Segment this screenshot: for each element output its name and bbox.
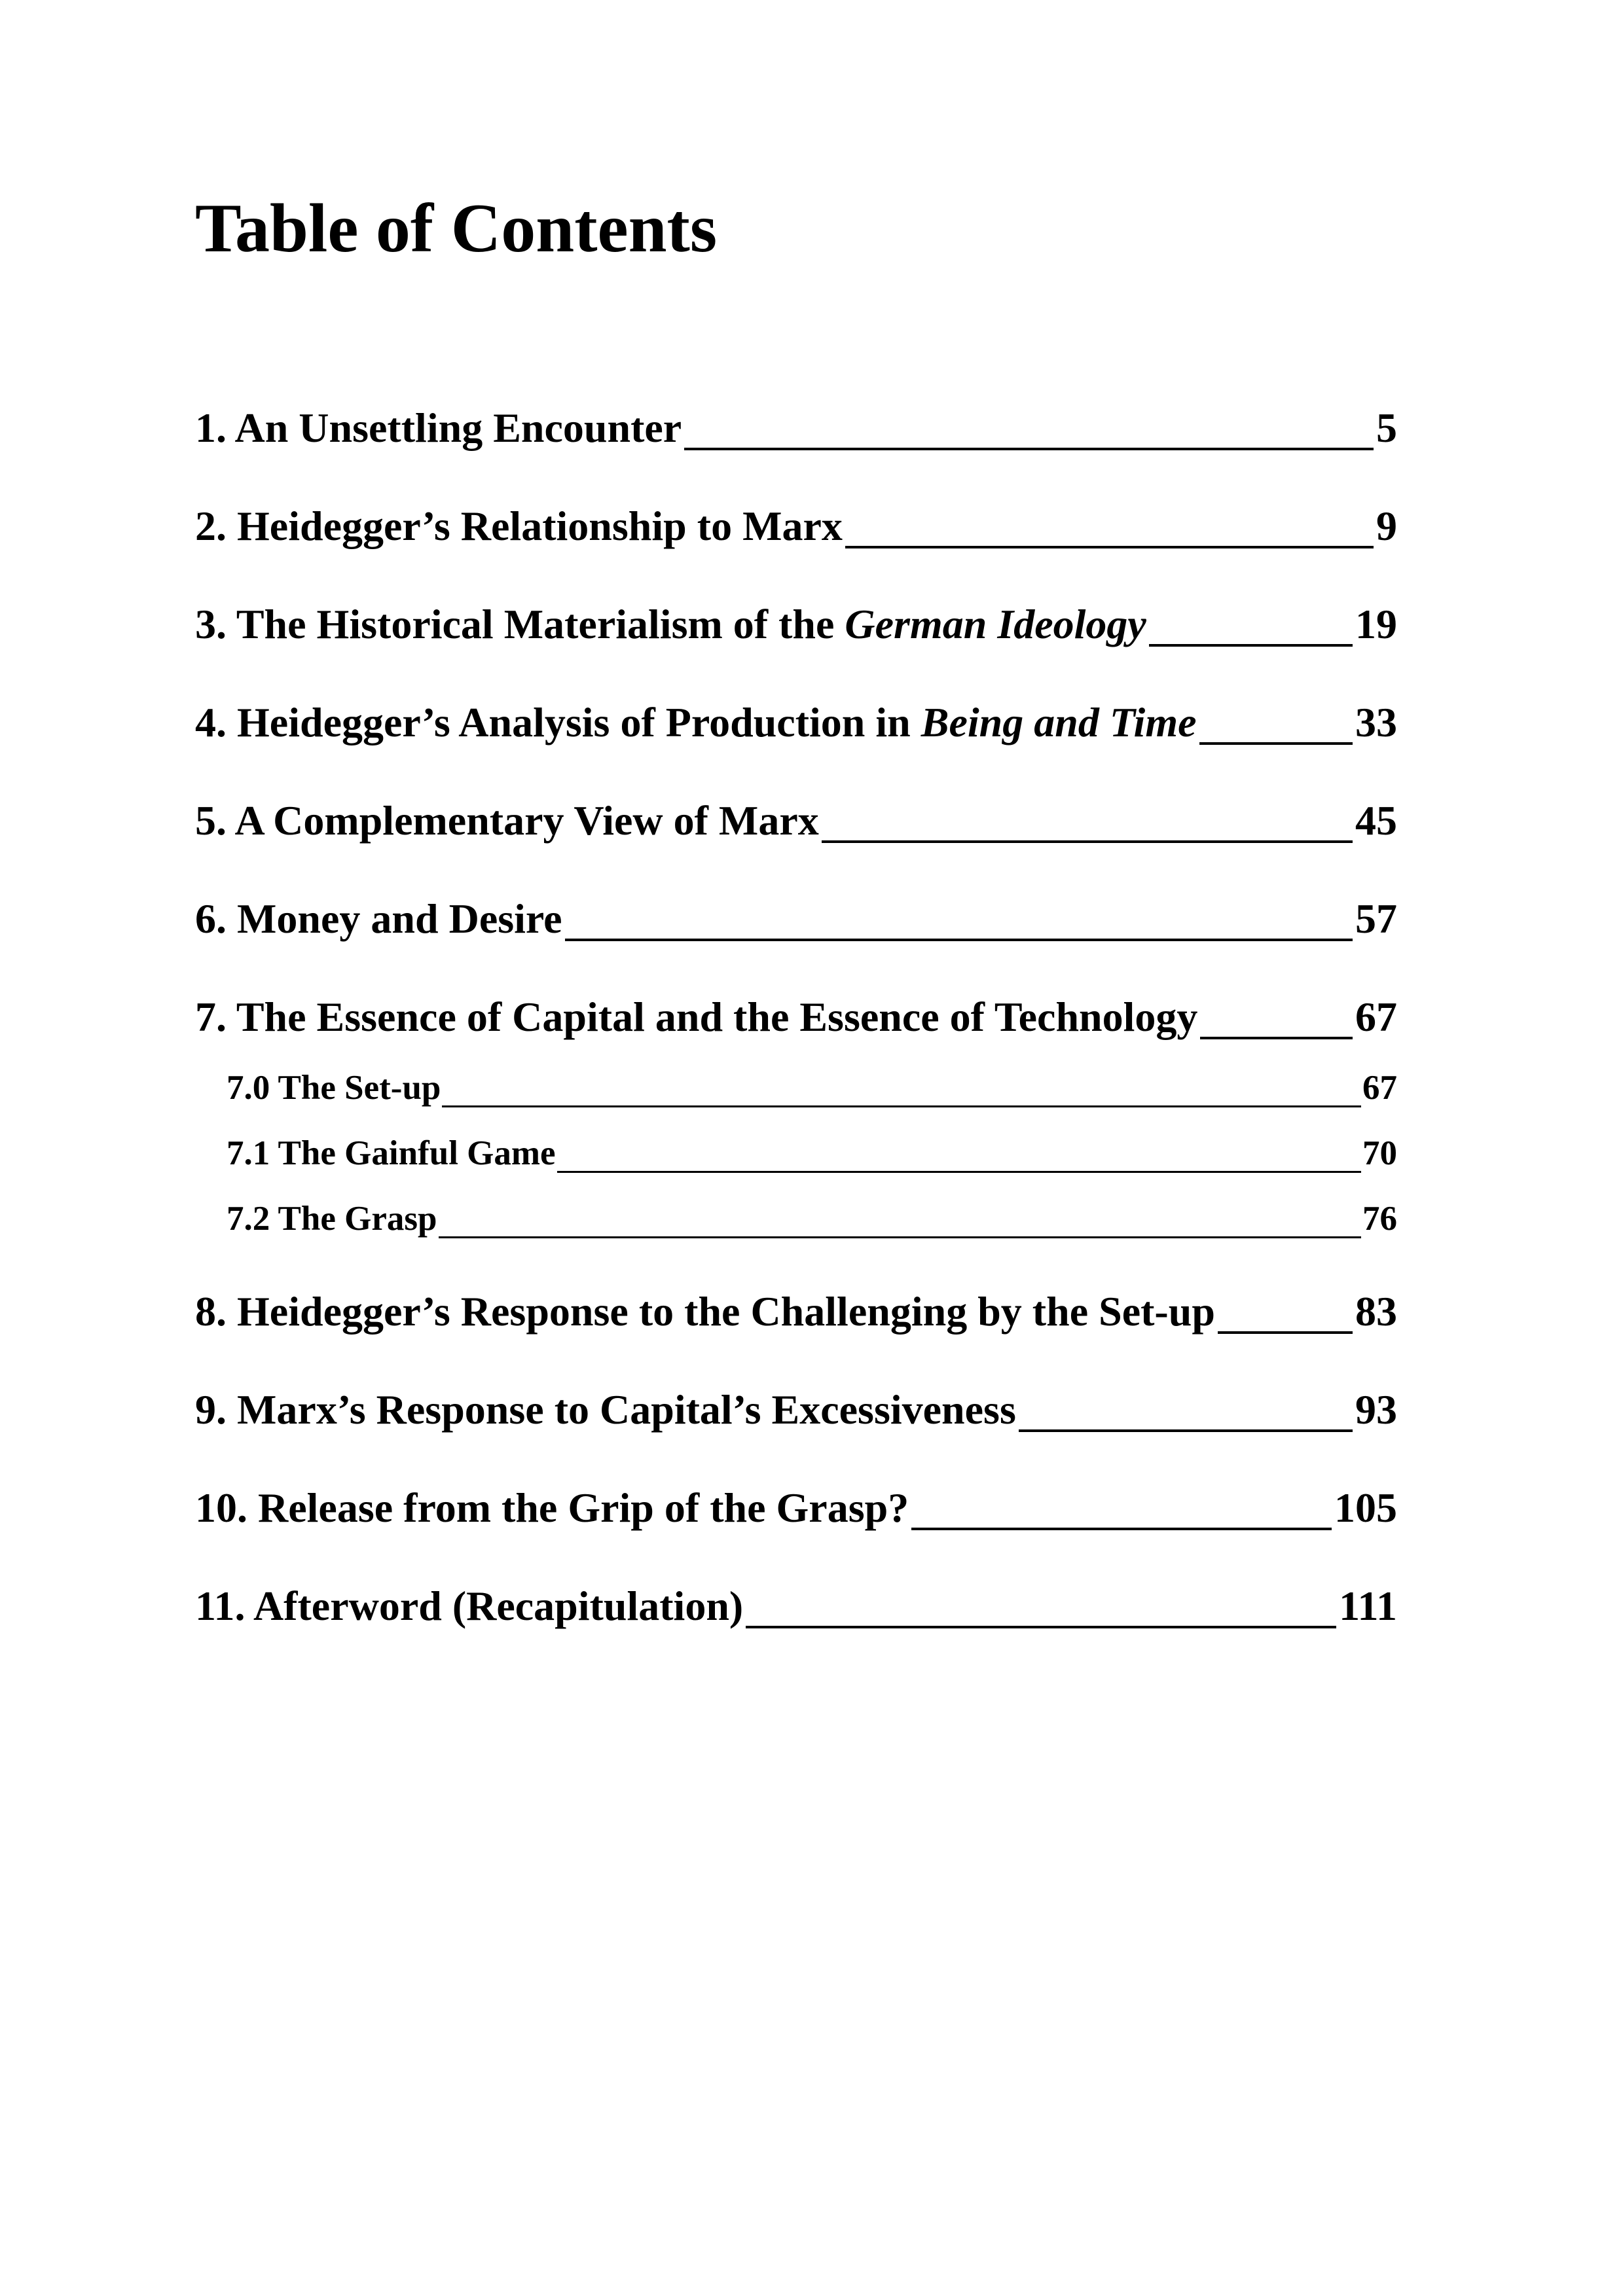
toc-entry-chapter-6[interactable] — [195, 895, 1397, 948]
toc-leader-line — [1019, 1389, 1353, 1439]
toc-entry-title-text: The Historical Materialism of the — [236, 601, 845, 647]
toc-leader-line — [439, 1202, 1362, 1244]
toc-entry-title-text: Heidegger’s Response to the Challenging by the Set-up — [237, 1288, 1215, 1335]
toc-entry-chapter-10[interactable] — [195, 1484, 1397, 1537]
toc-entry-page-number: 33 — [1355, 699, 1397, 745]
table-of-contents — [195, 0, 1397, 2296]
toc-entry-title — [195, 996, 1197, 1038]
toc-entry-number: 4. — [195, 699, 227, 745]
toc-entry-title-text: An Unsettling Encounter — [234, 404, 682, 451]
toc-leader-line — [565, 898, 1353, 948]
toc-entry-page-number: 83 — [1355, 1288, 1397, 1335]
toc-entry-page-number: 70 — [1362, 1134, 1397, 1172]
toc-entry-page-number: 111 — [1339, 1583, 1397, 1629]
toc-entry-chapter-8[interactable] — [195, 1288, 1397, 1340]
toc-leader-line — [911, 1487, 1332, 1537]
toc-entry-number: 9. — [195, 1386, 227, 1433]
toc-entry-title — [195, 505, 843, 547]
toc-entry-title-text: Heidegger’s Relationship to Marx — [237, 503, 843, 549]
toc-entry-chapter-4[interactable] — [195, 699, 1397, 751]
toc-entry-title-text: Marx’s Response to Capital’s Excessiveness — [237, 1386, 1016, 1433]
toc-entry-title-text: The Set-up — [278, 1069, 441, 1107]
toc-entry-number: 8. — [195, 1288, 227, 1335]
toc-entry-number: 7.1 — [227, 1134, 270, 1172]
toc-entry-title-italic: Being and Time — [921, 699, 1197, 745]
toc-entry-title-text: Money and Desire — [237, 895, 562, 942]
toc-entry-page-number: 19 — [1355, 601, 1397, 647]
toc-leader-line — [1200, 996, 1353, 1046]
toc-entry-number: 7. — [195, 994, 227, 1040]
toc-leader-line — [845, 505, 1374, 555]
toc-entry-title-text: Heidegger’s Analysis of Production in — [237, 699, 921, 745]
toc-leader-line — [684, 407, 1374, 457]
toc-entry-number: 10. — [195, 1484, 247, 1531]
toc-entry-title — [227, 1202, 437, 1236]
toc-entry-section-7-1[interactable] — [227, 1136, 1397, 1178]
toc-entry-page-number: 45 — [1355, 797, 1397, 844]
toc-leader-line — [1149, 603, 1353, 653]
toc-entry-title — [195, 699, 1197, 745]
toc-entry-chapter-5[interactable] — [195, 797, 1397, 850]
toc-leader-line — [557, 1136, 1361, 1178]
toc-entry-title — [195, 1288, 1215, 1335]
toc-leader-line — [442, 1071, 1361, 1113]
toc-entry-title-italic: German Ideology — [845, 601, 1146, 647]
toc-entry-chapter-2[interactable] — [195, 505, 1397, 555]
toc-entry-title — [195, 797, 819, 844]
toc-entry-title-text: A Complementary View of Marx — [234, 797, 819, 844]
toc-leader-line — [1218, 1291, 1353, 1340]
toc-entry-title — [195, 1484, 909, 1531]
toc-entry-chapter-1[interactable] — [195, 404, 1397, 457]
toc-entry-title — [195, 1585, 743, 1627]
toc-entry-number: 5. — [195, 797, 227, 844]
toc-entry-title-text: The Gainful Game — [278, 1134, 556, 1172]
toc-entry-number: 7.0 — [227, 1069, 270, 1107]
toc-entry-number: 3. — [195, 601, 227, 647]
toc-entry-page-number: 5 — [1376, 404, 1397, 451]
toc-entry-title-text: Release from the Grip of the Grasp? — [258, 1484, 909, 1531]
toc-entry-title-text: The Essence of Capital and the Essence of Technology — [236, 994, 1198, 1040]
toc-entry-page-number: 9 — [1376, 503, 1397, 549]
toc-entry-section-7-0[interactable] — [227, 1071, 1397, 1113]
toc-entry-chapter-9[interactable] — [195, 1386, 1397, 1439]
toc-entry-page-number: 105 — [1334, 1484, 1397, 1531]
toc-entry-number: 6. — [195, 895, 227, 942]
toc-entry-page-number: 67 — [1362, 1069, 1397, 1107]
toc-entry-number: 1. — [195, 404, 227, 451]
toc-entry-page-number: 93 — [1355, 1386, 1397, 1433]
toc-leader-line — [1199, 702, 1353, 751]
toc-entry-title — [195, 895, 562, 942]
toc-entry-title — [227, 1071, 441, 1105]
toc-entry-chapter-3[interactable] — [195, 603, 1397, 653]
toc-leader-line — [746, 1585, 1336, 1635]
toc-entry-title — [195, 1386, 1016, 1433]
toc-leader-line — [822, 800, 1353, 850]
toc-entry-number: 2. — [195, 503, 227, 549]
toc-entry-number: 11. — [195, 1583, 246, 1629]
toc-entry-title-text: The Grasp — [278, 1200, 437, 1238]
toc-entry-title — [195, 404, 682, 451]
toc-entry-page-number: 67 — [1355, 994, 1397, 1040]
toc-entry-chapter-7[interactable] — [195, 996, 1397, 1046]
toc-entry-title — [227, 1136, 556, 1171]
toc-entry-page-number: 76 — [1362, 1200, 1397, 1238]
toc-entry-page-number: 57 — [1355, 895, 1397, 942]
toc-entry-title-text: Afterword (Recapitulation) — [253, 1583, 744, 1629]
toc-entry-number: 7.2 — [227, 1200, 270, 1238]
toc-entry-title — [195, 603, 1146, 645]
toc-entry-chapter-11[interactable] — [195, 1585, 1397, 1635]
toc-entry-section-7-2[interactable] — [227, 1202, 1397, 1244]
page-title: Table of Contents — [195, 190, 718, 266]
